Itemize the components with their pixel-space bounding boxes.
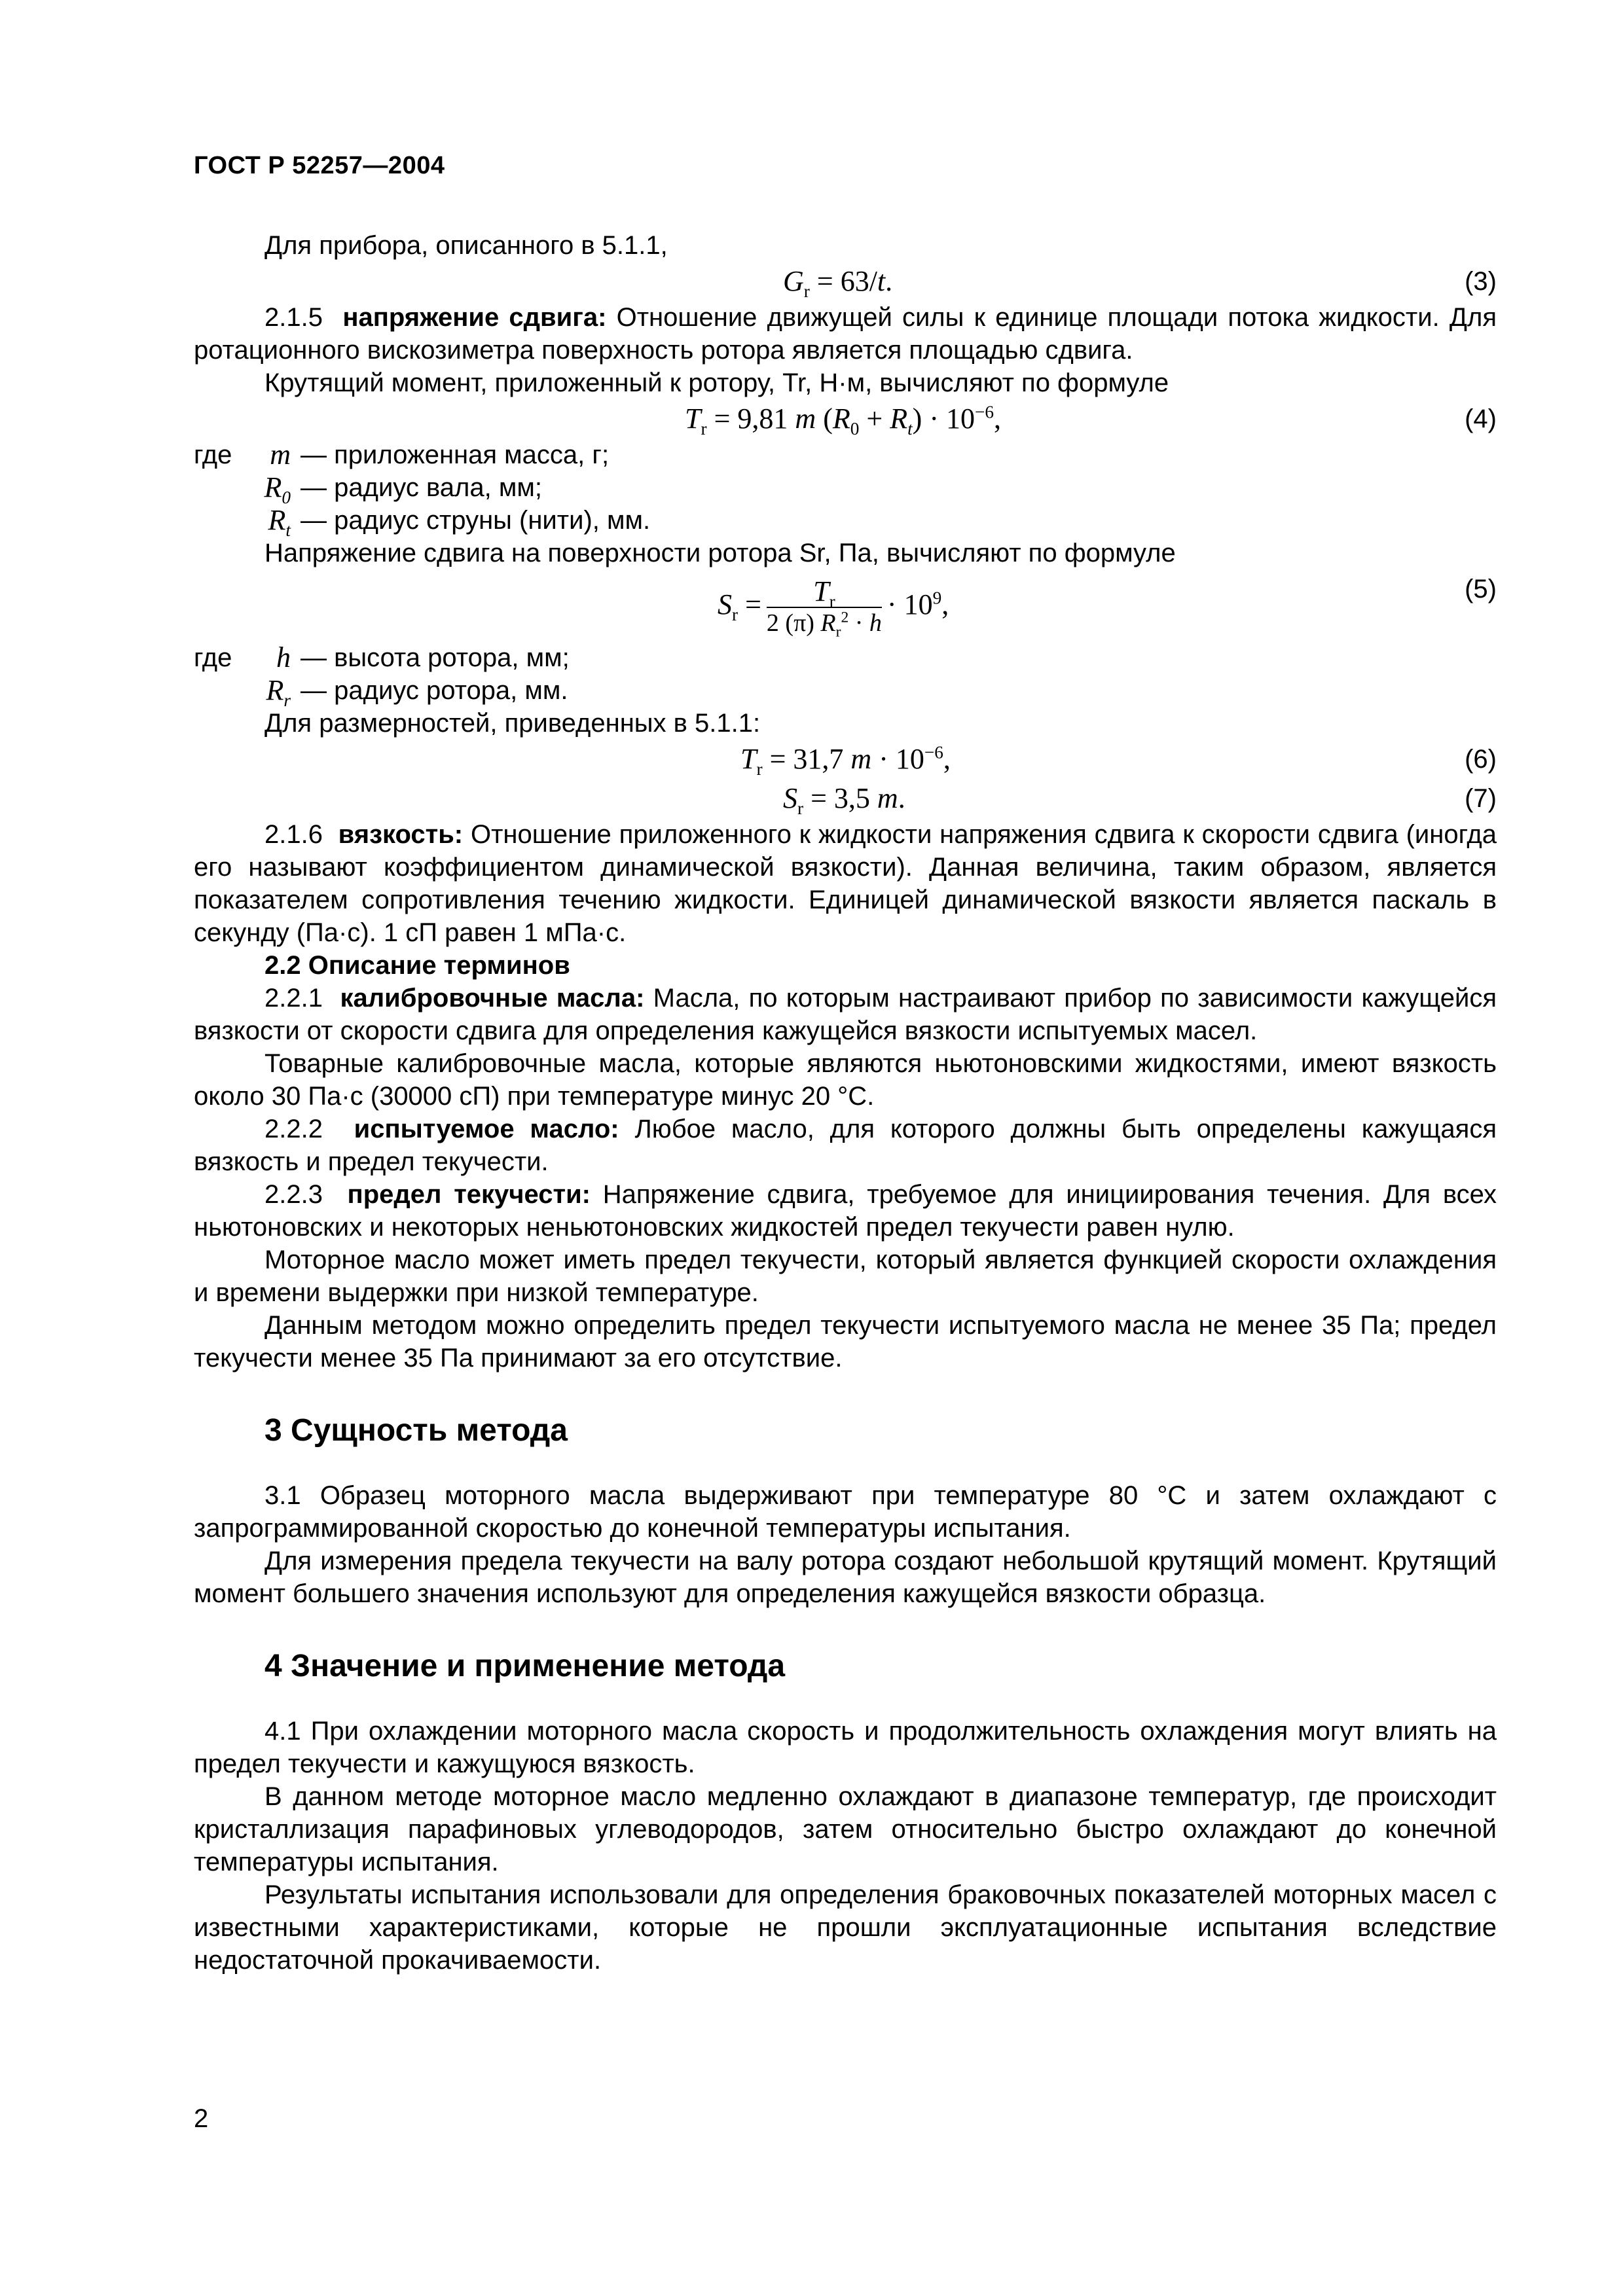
page-number: 2 xyxy=(194,2104,209,2133)
section-3-p2: Для измерения предела текучести на валу ротора создают небольшой крутящий момент. Крутящий момент большего значения используют для определения кажущейся вязкости образца. xyxy=(194,1547,1497,1608)
equation-7 xyxy=(194,779,1497,818)
intro-text: Для прибора, описанного в 5.1.1, xyxy=(264,231,668,260)
section-2-2-2: 2.2.2 испытуемое масло: Любое масло, для которого должны быть определены кажущаяся вязкость и предел текучести. xyxy=(194,1115,1497,1176)
section-3-1: 3.1 Образец моторного масла выдерживают при температуре 80 °С и затем охлаждают с запрограммированной скоростью до конечной температуры испытания. xyxy=(194,1481,1497,1543)
section-4-p2: В данном методе моторное масло медленно охлаждают в диапазоне температур, где происходит кристаллизация парафиновых углеводородов, затем относительно быстро охлаждают до конечной температуры испытания. xyxy=(194,1782,1497,1876)
equation-7-formula: $S_r = 3,5$ m. xyxy=(783,782,905,818)
shear-stress-text: Напряжение сдвига на поверхности ротора Sr, Па, вычисляют по формуле xyxy=(264,539,1176,567)
where-row-h: где h — высота ротора, мм; xyxy=(194,641,570,673)
section-2-2-3: 2.2.3 предел текучести: Напряжение сдвига, требуемое для инициирования течения. Для всех ньютоновских и некоторых неньютоновских жидкостей предел текучести равен нулю. xyxy=(194,1180,1497,1242)
section-3-heading: 3 Сущность метода xyxy=(264,1413,568,1448)
equation-4-formula: $T_r = 9,81$ m $(R_0 + R_t) \cdot 10^{-6}$, xyxy=(685,402,1001,439)
equation-7-number: (7) xyxy=(1465,784,1497,813)
section-2-2-3-p2: Моторное масло может иметь предел текучести, который является функцией скорости охлаждения и времени выдержки при низкой температуре. xyxy=(194,1246,1497,1307)
dimensions-text: Для размерностей, приведенных в 5.1.1: xyxy=(264,709,761,738)
equation-4 xyxy=(194,399,1497,439)
where-row-rt: $R_t$ — радиус струны (нити), мм. xyxy=(268,504,651,540)
equation-3-formula: $G_r = 63/t$. xyxy=(783,265,893,301)
section-2-1-6: 2.1.6 вязкость: Отношение приложенного к жидкости напряжения сдвига к скорости сдвига (иногда его называют коэффициентом динамической вязкости). Данная величина, таким образом, является показателем сопротивления течению жидкости. Единицей динамической вязкости является паскаль в секунду (Па·с). 1 сП равен 1 мПа·с. xyxy=(194,820,1497,947)
section-2-2-1: 2.2.1 калибровочные масла: Масла, по которым настраивают прибор по зависимости кажущейся вязкости от скорости сдвига для определения кажущейся вязкости испытуемых масел. xyxy=(194,984,1497,1045)
equation-6 xyxy=(194,740,1497,779)
equation-6-formula: $T_r = 31,7$ $m \cdot 10^{-6}$, xyxy=(740,742,951,779)
equation-5-formula: $S_r$ = $\frac{T_r}{2 (\pi) R_r^2 \cdot h}$ · $10^9$, xyxy=(718,575,949,641)
where-row-m: где m — приложенная масса, г; xyxy=(194,439,610,471)
document-body xyxy=(194,229,1497,1977)
torque-text: Крутящий момент, приложенный к ротору, Tr, Н·м, вычисляют по формуле xyxy=(264,368,1169,397)
section-2-2-1-p2: Товарные калибровочные масла, которые являются ньютоновскими жидкостями, имеют вязкость около 30 Па·с (30000 сП) при температуре минус 20 °С. xyxy=(194,1049,1497,1111)
section-2-2-title: 2.2 Описание терминов xyxy=(264,951,570,980)
section-4-heading: 4 Значение и применение метода xyxy=(264,1649,786,1683)
equation-6-number: (6) xyxy=(1465,745,1497,774)
where-row-r0: $R_0$ — радиус вала, мм; xyxy=(264,471,542,507)
equation-5 xyxy=(194,569,1497,641)
where-row-rr: $R_r$ — радиус ротора, мм. xyxy=(266,674,568,710)
section-2-1-5: 2.1.5 напряжение сдвига: Отношение движущей силы к единице площади потока жидкости. Для ротационного вискозиметра поверхность ротора является площадью сдвига. xyxy=(194,303,1497,365)
equation-5-number: (5) xyxy=(1465,575,1497,603)
equation-3 xyxy=(194,262,1497,301)
equation-3-number: (3) xyxy=(1465,267,1497,296)
equation-4-number: (4) xyxy=(1465,404,1497,433)
section-4-p3: Результаты испытания использовали для определения браковочных показателей моторных масел с известными характеристиками, которые не прошли эксплуатационные испытания вследствие недостаточной прокачиваемости. xyxy=(194,1880,1497,1975)
section-4-1: 4.1 При охлаждении моторного масла скорость и продолжительность охлаждения могут влиять на предел текучести и кажущуюся вязкость. xyxy=(194,1717,1497,1778)
document-code-header: ГОСТ Р 52257—2004 xyxy=(194,152,445,179)
section-2-2-3-p3: Данным методом можно определить предел текучести испытуемого масла не менее 35 Па; предел текучести менее 35 Па принимают за его отсутствие. xyxy=(194,1311,1497,1372)
